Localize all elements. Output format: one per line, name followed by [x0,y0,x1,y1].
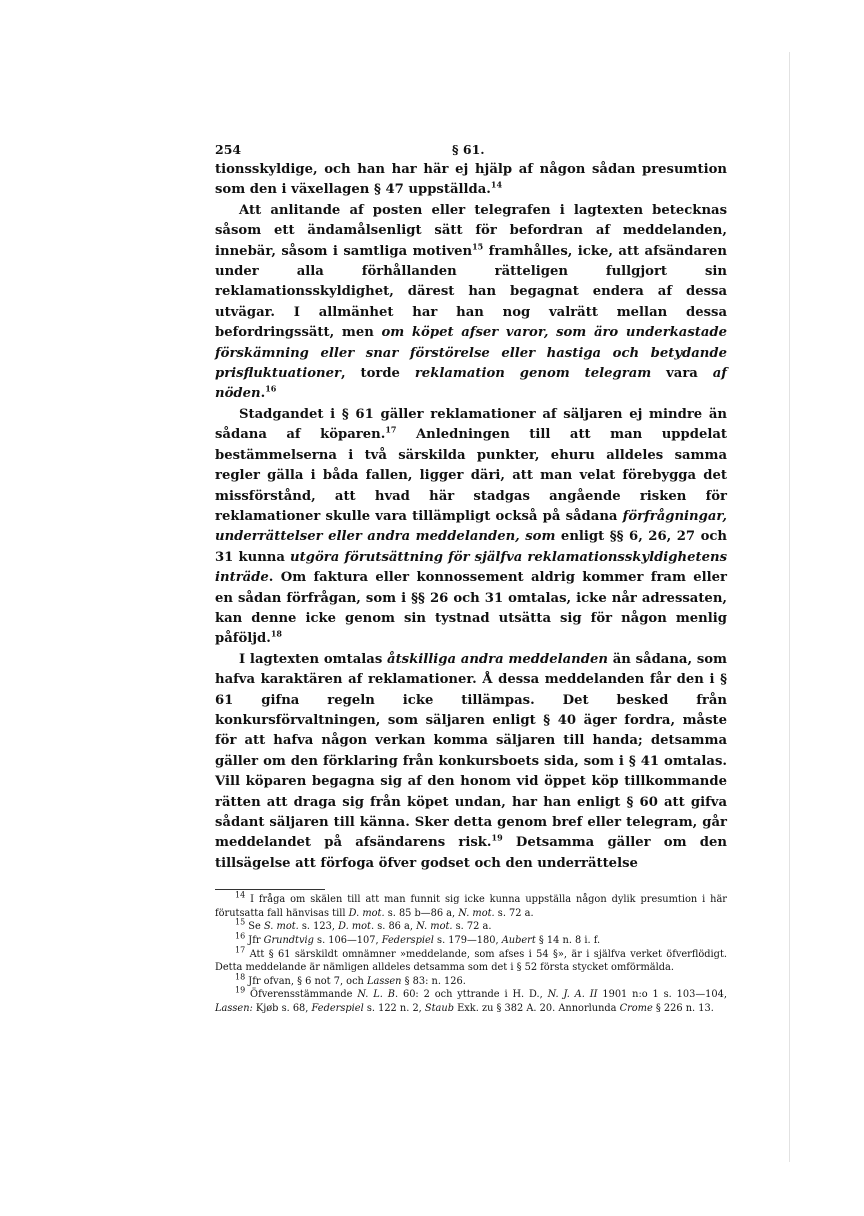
paragraph: I lagtexten omtalas åtskilliga andra meddelanden än sådana, som hafva karaktären af reklamationer. Å dessa meddelanden får den i § 61 gifna regeln icke tillämpas. Det besked från konkursförvaltningen, som säljaren enligt § 40 äger fordra, måste för att hafva någon verkan komma säljaren till handa; detsamma gäller om den förklaring från konkursboets sida, som i § 41 omtalas. Vill köparen begagna sig af den honom vid öppet köp tillkommande rätten att draga sig från köpet undan, har han enligt § 60 att gifva sådant säljaren till känna. Sker detta genom bref eller telegram, går meddelandet på afsändarens risk.$^{19}$ Detsamma gäller om den tillsägelse att förfoga öfver godset och den underrättelse [215,651,727,871]
body-text [215,160,727,874]
paragraph: tionsskyldige, och han har här ej hjälp af någon sådan presumtion som den i växellagen § 47 uppställda.$^{14}$ [215,162,727,198]
book-page [215,140,727,1016]
footnotes [215,890,727,1015]
page-number: 254 [215,142,242,157]
paragraph: Stadgandet i § 61 gäller reklamationer af säljaren ej mindre än sådana af köparen.$^{17}$ Anledningen till att man uppdelat bestämmelserna i två särskilda punkter, ehuru alldeles samma regler gälla i båda fallen, ligger däri, att man velat förebygga det missförstånd, att hvad här stadgas angående risken för reklamationer skulle vara tillämpligt också på sådana förfrågningar, underrättelser eller andra meddelanden, som enligt §§ 6, 26, 27 och 31 kunna utgöra förutsättning för själfva reklamationsskyldighetens inträde. Om faktura eller konnossement aldrig kommer fram eller en sådan förfrågan, som i §§ 26 och 31 omtalas, icke når adressaten, kan denne icke genom sin tystnad utsätta sig för någon menlig påföljd.$^{18}$ [215,406,728,647]
running-header [215,140,727,160]
footnote-15: $^{15}$ Se S. mot. s. 123, D. mot. s. 86 a, N. mot. s. 72 a. [235,918,492,933]
footnote-17: $^{17}$ Att § 61 särskildt omnämner »meddelande, som afses i 54 §», är i själfva verket öfverflödigt. Detta meddelande är nämligen alldeles detsamma som det i § 52 första stycket omförmälda. [215,945,727,974]
footnote-divider [215,889,325,890]
section-heading: § 61. [452,142,485,157]
footnote-19: $^{19}$ Öfverensstämmande N. L. B. 60: 2 och yttrande i H. D., N. J. A. II 1901 n:o 1 s. 103—104, Lassen: Kjøb s. 68, Federspiel s. 122 n. 2, Staub Exk. zu § 382 A. 20. Annorlunda Crome § 226 n. 13. [215,986,727,1014]
footnote-16: $^{16}$ Jfr Grundtvig s. 106—107, Federspiel s. 179—180, Aubert § 14 n. 8 i. f. [235,931,601,946]
page-edge-line [789,52,790,1162]
footnote-18: $^{18}$ Jfr ofvan, § 6 not 7, och Lassen § 83: n. 126. [235,972,466,987]
paragraph: Att anlitande af posten eller telegrafen i lagtexten betecknas såsom ett ändamålsenligt sätt för befordran af meddelanden, innebär, såsom i samtliga motiven$^{15}$ framhålles, icke, att afsändaren under alla förhållanden rätteligen fullgjort sin reklamationsskyldighet, därest han begagnat endera af dessa utvägar. I allmänhet har han nog valrätt mellan dessa befordringssätt, men om köpet afser varor, som äro underkastade förskämning eller snar förstörelse eller hastiga och betydande prisfluktuationer, torde reklamation genom telegram vara af nöden.$^{16}$ [215,202,727,402]
footnote-14: $^{14}$ I fråga om skälen till att man funnit sig icke kunna uppställa någon dylik presumtion i här förutsatta fall hänvisas till D. mot. s. 85 b—86 a, N. mot. s. 72 a. [215,890,727,919]
